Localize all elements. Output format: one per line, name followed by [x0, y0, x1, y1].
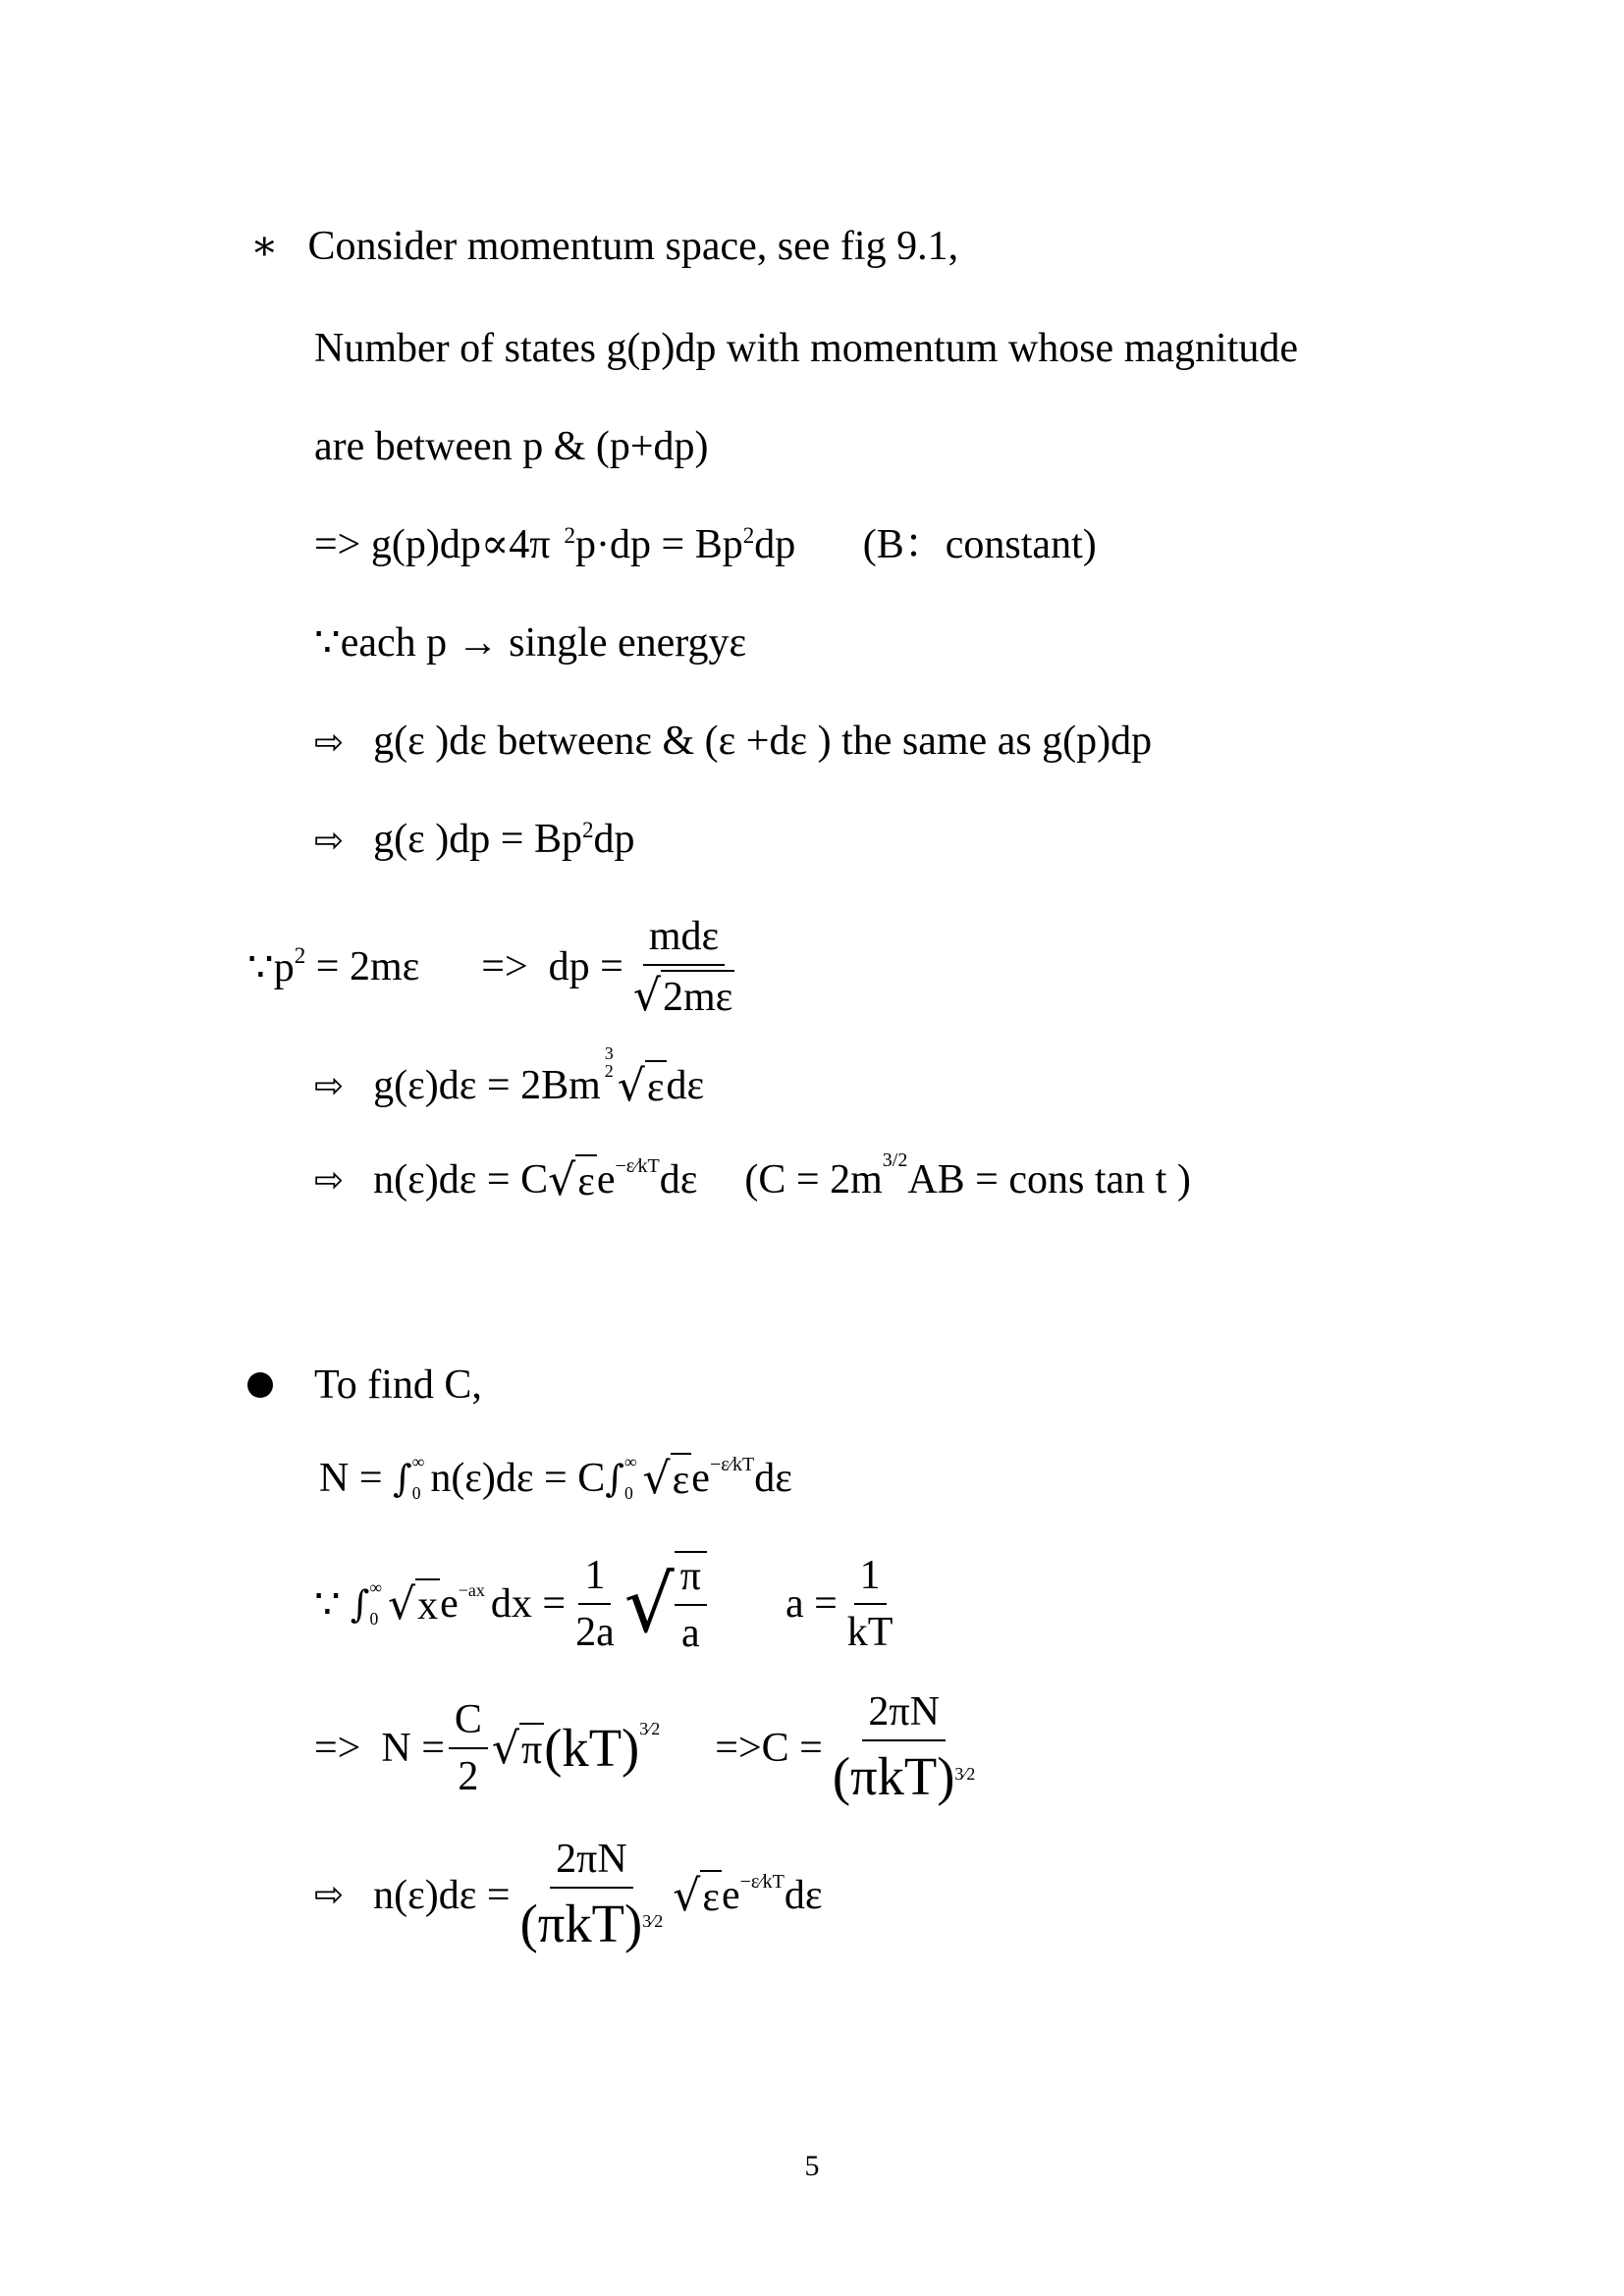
fraction-half-a: $\frac{1}{2a}$ [575, 1553, 615, 1655]
sqrt-icon: √ [491, 1723, 520, 1774]
fraction-C-half: $\frac{C}{2}$ [449, 1696, 488, 1800]
hollow-arrow-icon: ⇨ [314, 1065, 345, 1106]
constant-definition: ($C = 2m^{3/2}AB$ = cons tan t ) [744, 1149, 1191, 1202]
equation-gaussian-integral: ∵ ∫ ∞ 0 √ x e $^{-ax}$ dx = $\frac{1}{2a}$ √ $\frac{\pi}{a}$ a = $\frac{1}{kT}$ [314, 1551, 902, 1657]
bullet-heading: To find C, [247, 1364, 482, 1406]
equation-proportional: => g(p)dp∝4π $^2p\cdot dp = Bp^2dp$ (B：constant) [314, 522, 1097, 567]
paragraph-line-1: Number of states g(p)dp with momentum whose magnitude [314, 326, 1298, 371]
hollow-arrow-icon: ⇨ [314, 1159, 345, 1201]
hollow-arrow-icon: ⇨ [314, 722, 345, 763]
bullet-icon [247, 1372, 273, 1398]
equation-N-integral: N = ∫ ∞ 0 n(ε)dε = C ∫ ∞ 0 √ ε e $^{-\varepsilon⁄kT}$ dε [319, 1452, 792, 1504]
section-heading [250, 226, 958, 267]
equation-g-epsilon: ⇨ g(ε )$dp = Bp^2dp$ [314, 817, 635, 862]
sqrt-icon: √ [548, 1155, 576, 1205]
equation-dp: ∵p $^2$ = 2mε => dp = mdε √ 2mε [247, 913, 744, 1021]
fraction-final: $\frac{2\pi N}{(\pi kT)^{3⁄2}}$ [519, 1837, 664, 1953]
fraction-C-value: $\frac{2\pi N}{(\pi kT)^{3⁄2}}$ [832, 1689, 976, 1806]
fraction-one-over-kT: $\frac{1}{kT}$ [846, 1553, 893, 1655]
equation-energy-interval: ⇨ g(ε )dε betweenε & (ε +dε ) the same as g(p)dp [314, 719, 1153, 764]
equation-g-epsilon-sqrt: ⇨ g(ε)dε = 2Bm 3 2 √ ε dε [314, 1043, 705, 1111]
sqrt-icon: √ [642, 1454, 671, 1504]
hollow-arrow-icon: ⇨ [314, 821, 345, 861]
sqrt-icon: √ [388, 1579, 416, 1629]
equation-n-epsilon-final: ⇨ n(ε)dε = $\frac{2\pi N}{(\pi kT)^{3⁄2}}$ √ ε e $^{-\varepsilon⁄kT}$ dε [314, 1837, 823, 1953]
equation-n-epsilon: ⇨ n(ε)dε = C √ ε e $^{-\varepsilon⁄kT}$ dε ($C = 2m^{3/2}AB$ = cons tan t ) [314, 1149, 1191, 1205]
equation-solve-C: => N = $\frac{C}{2}$ √ π (kT) $^{3⁄2}$ =>C = $\frac{2\pi N}{(\pi kT)^{3⁄2}}$ [314, 1688, 985, 1807]
section-heading-text: Consider momentum space, see fig 9.1, [307, 224, 959, 269]
hollow-arrow-icon: ⇨ [314, 1875, 345, 1915]
integral-icon: ∫ [350, 1582, 370, 1626]
fraction-dp: mdε √ 2mε [632, 914, 733, 1021]
integral-icon: ∫ [605, 1457, 624, 1500]
sqrt-icon: √ [623, 1558, 675, 1650]
sqrt-icon: √ [632, 971, 661, 1021]
page-number: 5 [804, 2150, 820, 2182]
constant-note: (B：constant) [862, 522, 1097, 567]
sqrt-icon: √ [617, 1061, 645, 1111]
integral-icon: ∫ [393, 1457, 412, 1500]
paragraph-line-2: are between p & (p+dp) [314, 424, 709, 469]
sqrt-icon: √ [673, 1870, 701, 1921]
equation-single-energy: ∵each p → single energyε [314, 620, 747, 666]
asterisk-marker: ∗ [250, 224, 279, 269]
